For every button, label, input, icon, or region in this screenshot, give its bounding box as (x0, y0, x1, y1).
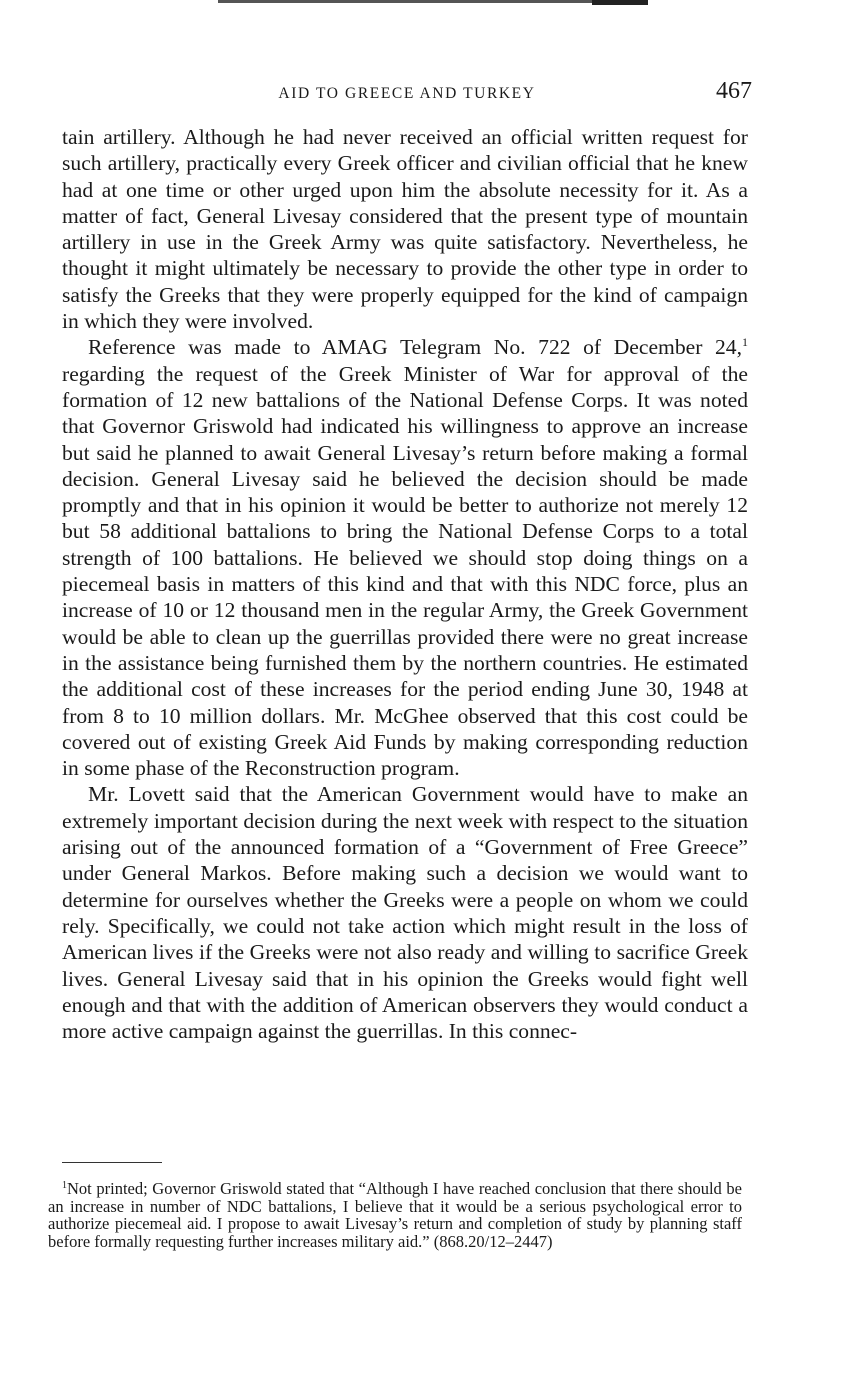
top-edge-rule (218, 0, 648, 3)
page-number: 467 (716, 78, 752, 104)
footnote-number: 1 (62, 1180, 67, 1191)
page-header (62, 78, 752, 110)
running-title: AID TO GREECE AND TURKEY (278, 85, 536, 102)
footnote-reference: 1 (742, 335, 748, 350)
footnote (48, 1180, 742, 1250)
footnote-divider (62, 1162, 162, 1163)
body-text (62, 124, 748, 1044)
top-edge-mark (592, 0, 648, 5)
paragraph-1: tain artillery. Although he had never received an official written request for such artillery, practically every Greek officer and civilian official that he knew had at one time or other urged upon him the absolute necessity for it. As a matter of fact, General Livesay considered that the present type of mountain artillery in use in the Greek Army was quite satisfactory. Nevertheless, he thought it might ultimately be necessary to provide the other type in order to satisfy the Greeks that they were properly equipped for the kind of campaign in which they were involved. (62, 125, 748, 334)
footnote-text: Not printed; Governor Griswold stated that “Although I have reached conclusion that there should be an increase in number of NDC battalions, I believe that it would be a serious psychological error to authorize piecemeal aid. I propose to await Livesay’s return and completion of study by planning staff before formally requesting further increases military aid.” (868.20/12–2447) (48, 1179, 742, 1251)
paragraph-2-start: Reference was made to AMAG Telegram No. 722 of December 24, (88, 335, 742, 360)
paragraph-2-rest: regarding the request of the Greek Minister of War for approval of the formation of 12 new battalions of the National Defense Corps. It was noted that Governor Griswold had indicated his willingness to approve an increase but said he planned to await General Livesay’s return before making a formal decision. General Livesay said he believed the decision should be made promptly and that in his opinion it would be better to authorize not merely 12 but 58 additional battalions to bring the National Defense Corps to a total strength of 100 battalions. He believed we should stop doing things on a piecemeal basis in matters of this kind and that with this NDC force, plus an increase of 10 or 12 thousand men in the regular Army, the Greek Government would be able to clean up the guerrillas provided there were no great increase in the assistance being furnished them by the northern countries. He estimated the additional cost of these increases for the period ending June 30, 1948 at from 8 to 10 million dollars. Mr. McGhee observed that this cost could be covered out of existing Greek Aid Funds by making corresponding reduction in some phase of the Reconstruction program. (62, 361, 748, 781)
paragraph-2 (62, 334, 748, 781)
paragraph-3: Mr. Lovett said that the American Government would have to make an extremely important decision during the next week with respect to the situation arising out of the announced formation of a “Government of Free Greece” under General Markos. Before making such a decision we would want to determine for ourselves whether the Greeks were a people on whom we could rely. Specifically, we could not take action which might result in the loss of American lives if the Greeks were not also ready and willing to sacrifice Greek lives. General Livesay said that in his opinion the Greeks would fight well enough and that with the addition of American observers they would conduct a more active campaign against the guerrillas. In this connec- (62, 782, 748, 1044)
